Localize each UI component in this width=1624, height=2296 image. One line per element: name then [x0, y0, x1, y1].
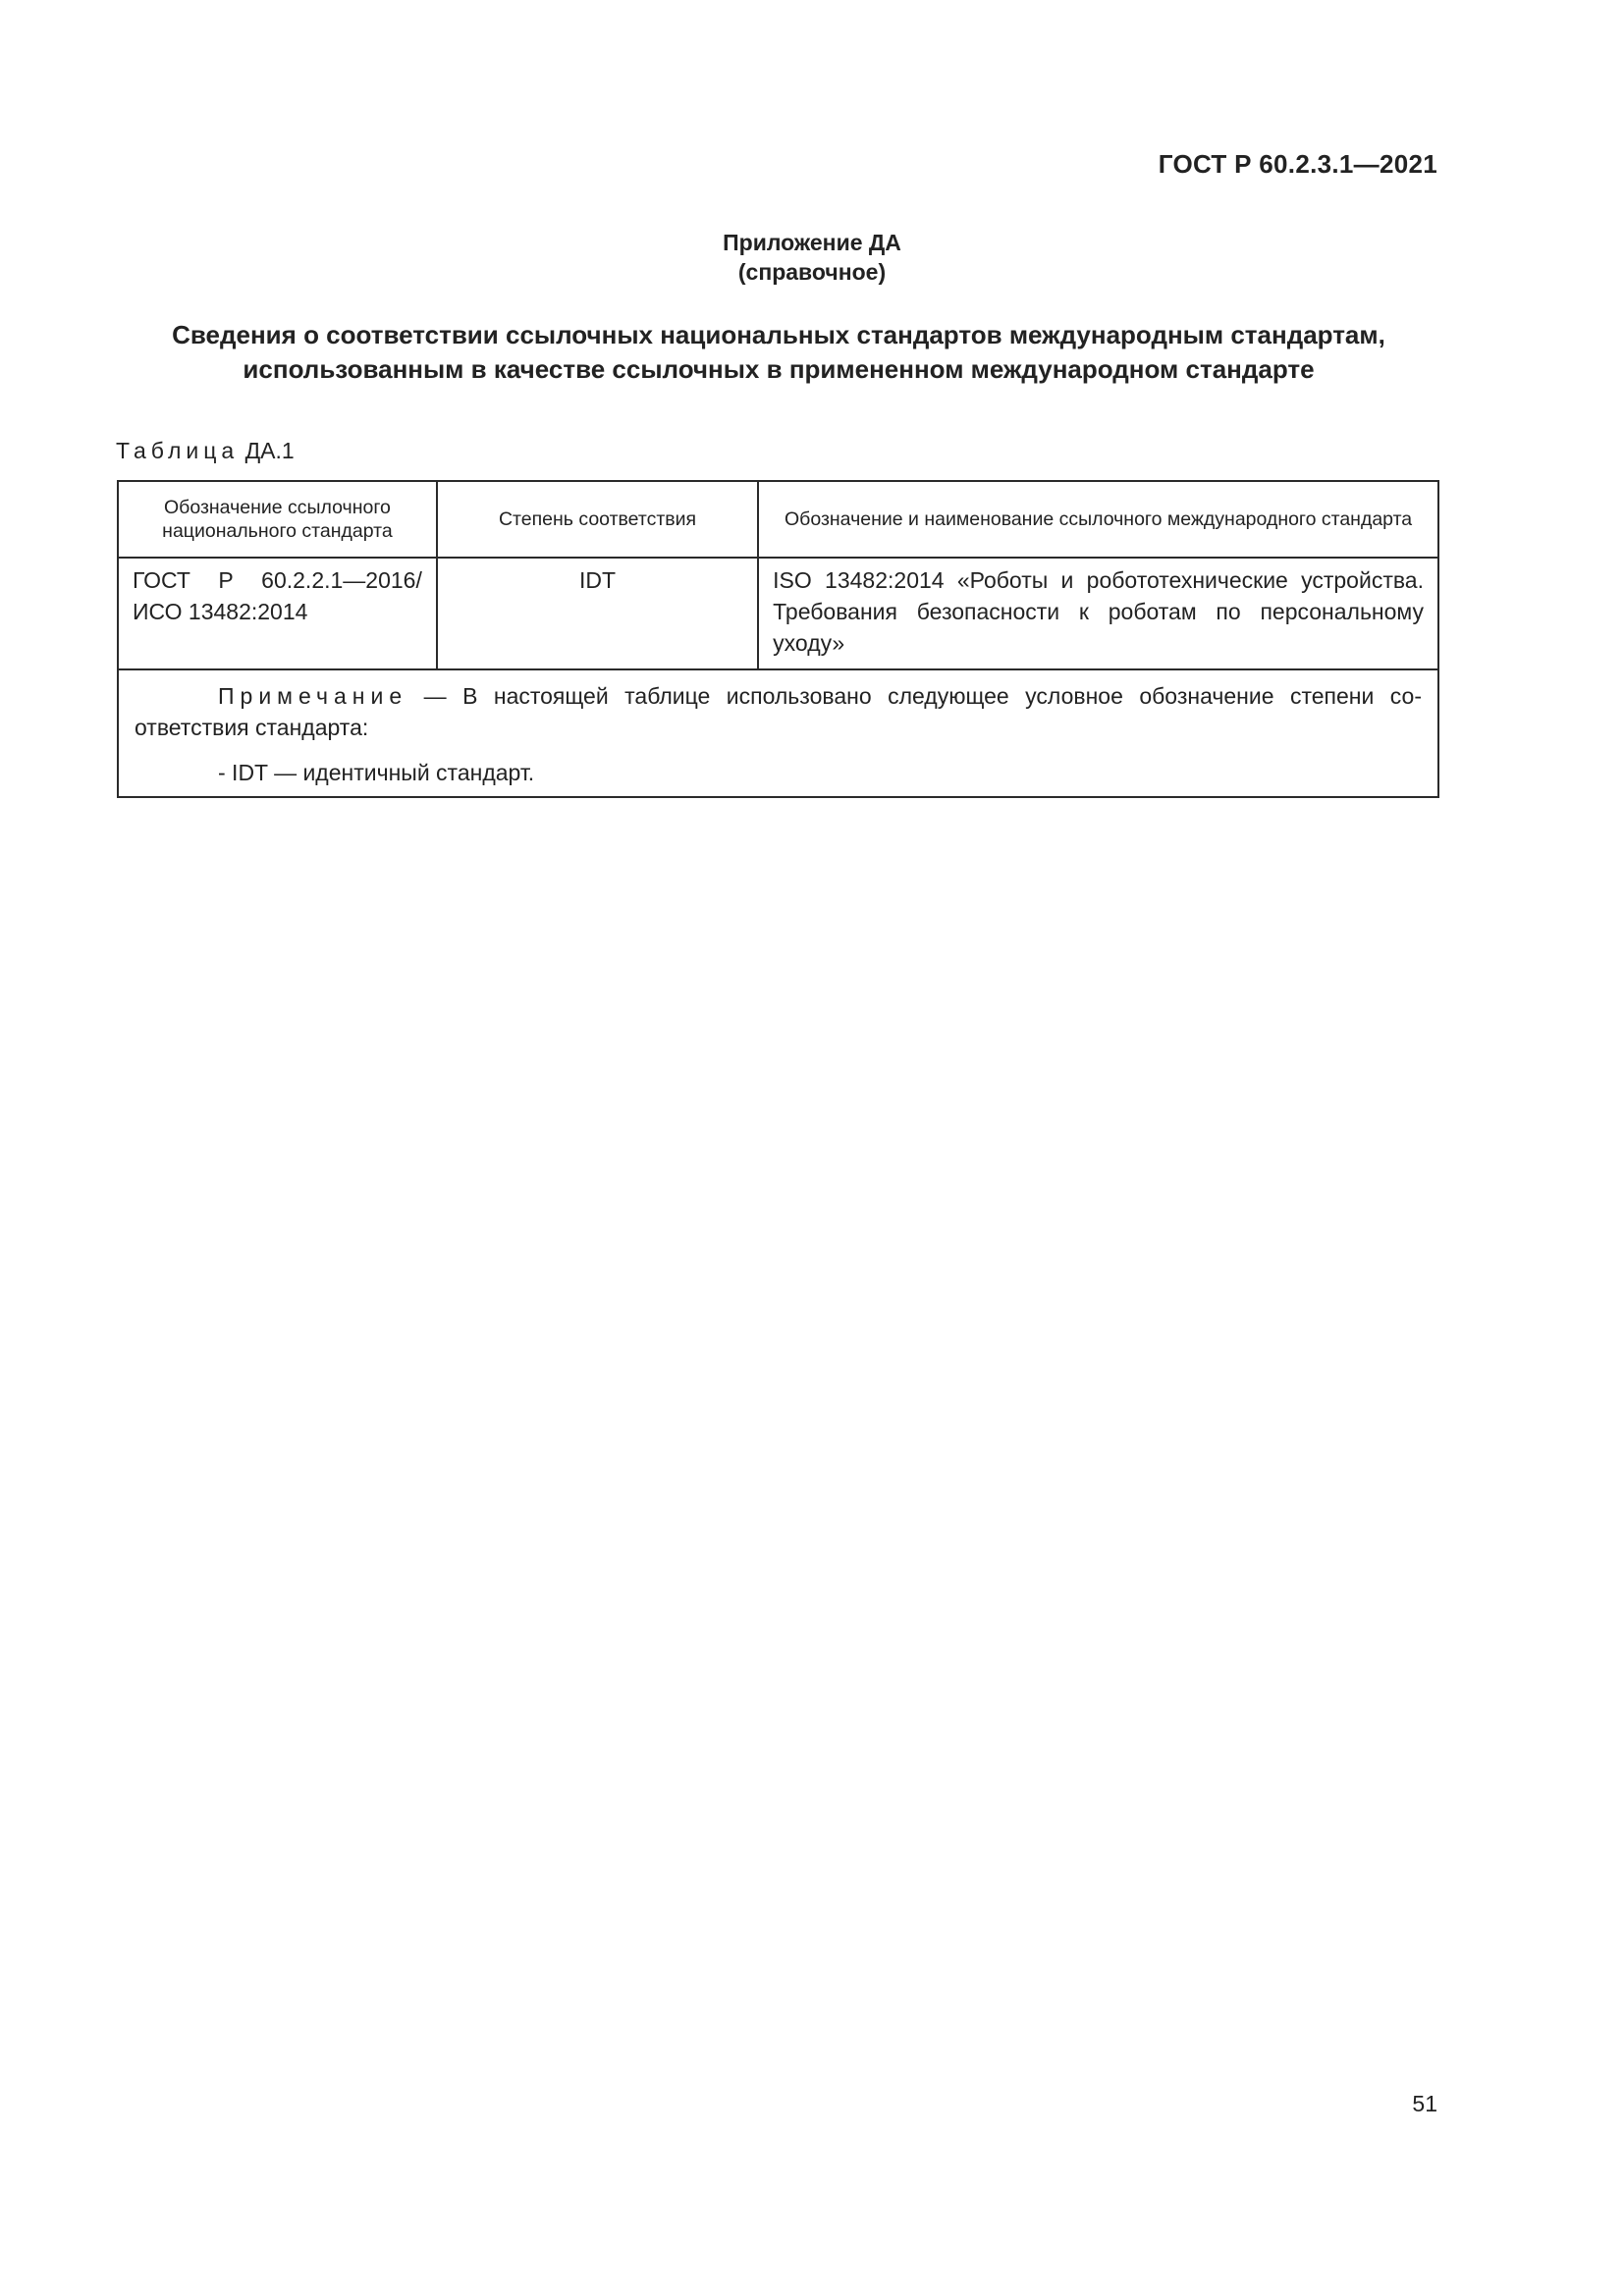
header-international-standard: Обозначение и наименование ссылочного международного стандарта [758, 481, 1438, 558]
cell-international-standard: ISO 13482:2014 «Роботы и робототехнические устройства. Требования безопасности к роботам по персональному уходу» [758, 558, 1438, 669]
standard-number-header: ГОСТ Р 60.2.3.1—2021 [1158, 149, 1437, 179]
header-degree: Степень соответствия [437, 481, 758, 558]
table-caption [116, 438, 295, 464]
correspondence-table [117, 480, 1439, 798]
note-label: Примечание [218, 683, 408, 709]
header-national-standard: Обозначение ссылочного национального стандарта [118, 481, 437, 558]
table-row [118, 558, 1438, 669]
table-caption-number: ДА.1 [244, 438, 295, 463]
cell-degree: IDT [437, 558, 758, 669]
table-caption-label: Таблица [116, 438, 240, 463]
document-title-line-2: использованным в качестве ссылочных в примененном международном стандарте [243, 354, 1315, 384]
appendix-title: Приложение ДА [723, 230, 901, 255]
cell-national-standard: ГОСТ Р 60.2.2.1—2016/ ИСО 13482:2014 [118, 558, 437, 669]
page-number: 51 [1412, 2091, 1437, 2116]
note-item: - IDT — идентичный стандарт. [218, 760, 535, 785]
appendix-heading [0, 228, 1624, 287]
table-note-row [118, 669, 1438, 797]
document-title [118, 318, 1439, 387]
note-body: — В настоящей таблице использовано следующее условное обозначение степени соответствия стандарта: [135, 683, 1422, 740]
table-note [118, 669, 1438, 797]
appendix-type: (справочное) [737, 259, 887, 285]
table-header-row [118, 481, 1438, 558]
document-title-line-1: Сведения о соответствии ссылочных национальных стандартов международным стандартам, [172, 320, 1385, 349]
note-text [135, 680, 1422, 743]
